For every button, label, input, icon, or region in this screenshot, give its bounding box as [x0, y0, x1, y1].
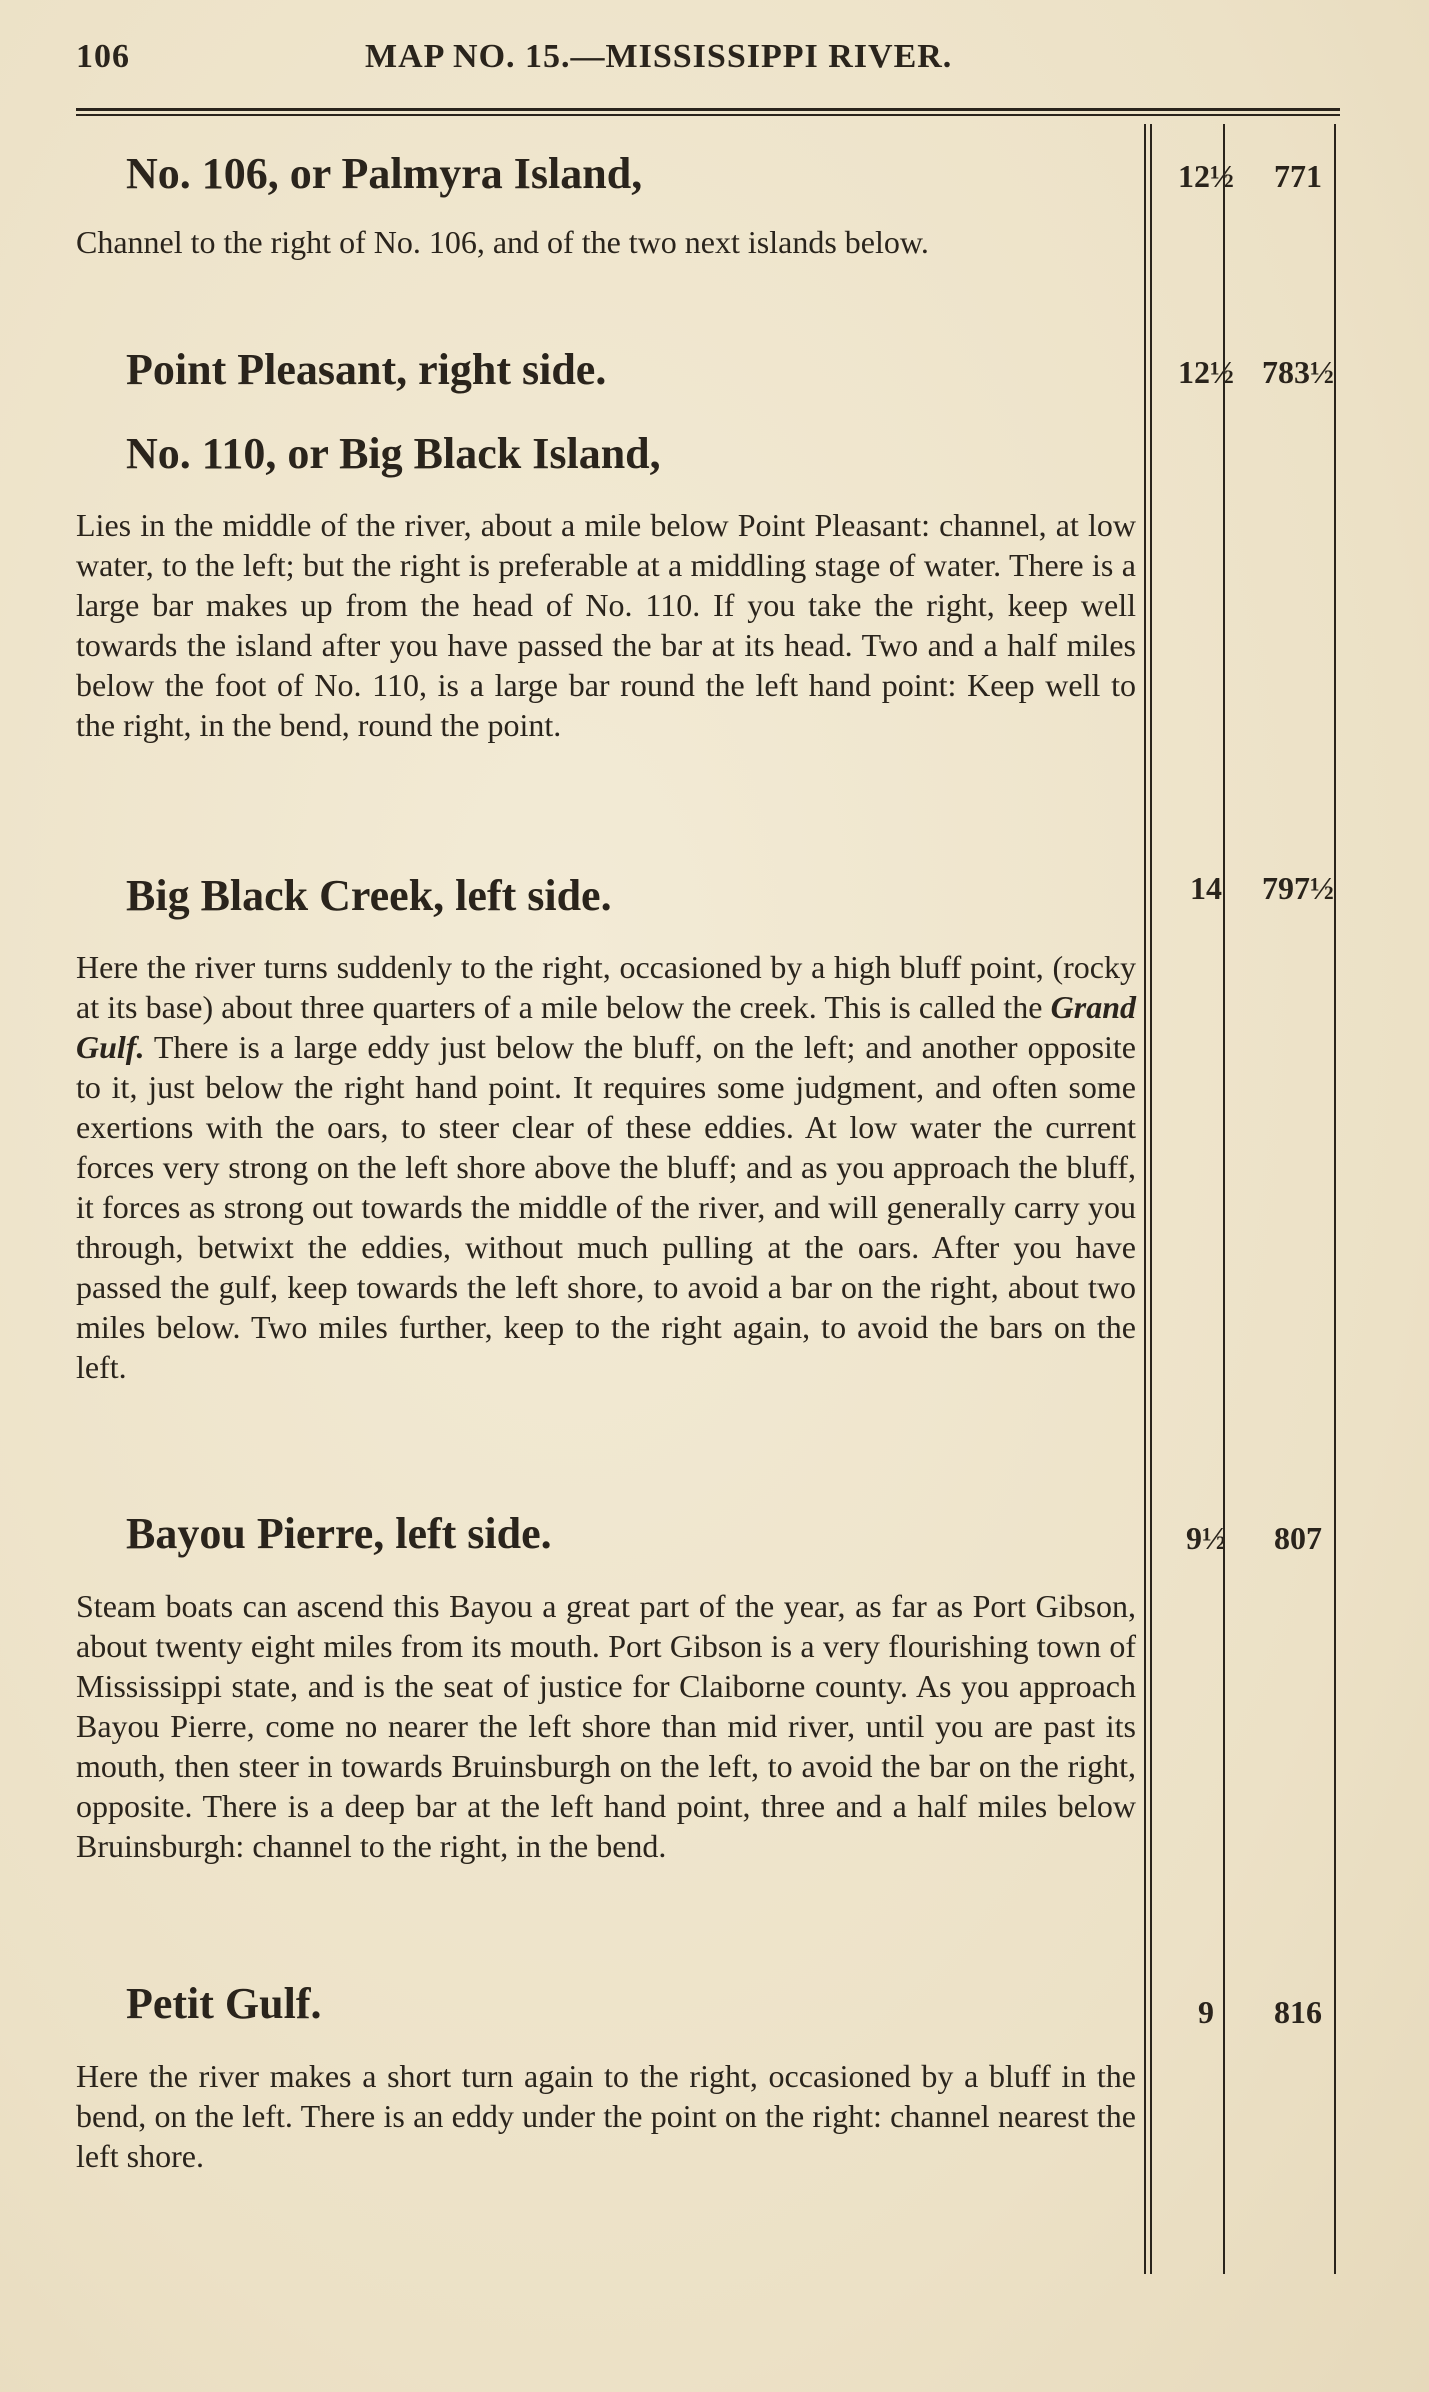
entry-text: Here the river makes a short turn again to the right, occasioned by a bluff in the bend, on the left. There is an eddy under the point on the right: channel nearest the left shore. — [76, 2058, 1136, 2174]
entry-total: 807 — [1274, 1520, 1322, 1556]
header-rule-thin — [76, 114, 1340, 116]
header-rule — [76, 108, 1340, 111]
entry-heading: No. 106, or Palmyra Island, — [126, 149, 643, 198]
entry-text: Lies in the middle of the river, about a mile below Point Pleasant: channel, at low water, to the left; but the right is preferable at a middling stage of water. There is a large bar makes up from the head of No. 110. If you take the right, keep well towards the island after you have passed the bar at its head. Two and a half miles below the foot of No. 110, is a large bar round the left hand point: Keep well to the right, in the bend, round the point. — [76, 507, 1136, 743]
entry-text: Channel to the right of No. 106, and of the two next islands below. — [76, 224, 929, 260]
entry-heading: Petit Gulf. — [126, 1979, 322, 2028]
entry-text-part: There is a large eddy just below the bluff, on the left; and another opposite to it, just below the right hand point. It requires some judgment, and often some exertions with the oars, to steer clear of these eddies. At low water the current forces very strong on the left shore above the bluff; and as you approach the bluff, it forces as strong out towards the middle of the river, and will generally carry you through, betwixt the eddies, without much pulling at the oars. After you have passed the gulf, keep towards the left shore, to avoid a bar on the right, about two miles below. Two miles further, keep to the right again, to avoid the bars on the left. — [76, 1029, 1136, 1385]
column-rule-right — [1334, 124, 1336, 2274]
column-rule-left-b — [1150, 124, 1152, 2274]
entry-distance: 14 — [1190, 870, 1222, 906]
column-rule-middle — [1223, 124, 1225, 2274]
entry-heading: Point Pleasant, right side. — [126, 345, 607, 394]
entry-distance: 12½ — [1178, 158, 1234, 194]
entry-distance: 12½ — [1178, 354, 1234, 390]
entry-heading: Bayou Pierre, left side. — [126, 1509, 552, 1558]
entry-heading: No. 110, or Big Black Island, — [126, 429, 661, 478]
entry-text-part: Here the river turns suddenly to the right, occasioned by a high bluff point, (rocky at its base) about three quarters of a mile below the creek. This is called the — [76, 949, 1136, 1025]
entry-text: Steam boats can ascend this Bayou a great part of the year, as far as Port Gibson, about twenty eight miles from its mouth. Port Gibson is a very flourishing town of Mississippi state, and is the seat of justice for Claiborne county. As you approach Bayou Pierre, come no nearer the left shore than mid river, until you are past its mouth, then steer in towards Bruinsburgh on the left, to avoid the bar on the right, opposite. There is a deep bar at the left hand point, three and a half miles below Bruinsburgh: channel to the right, in the bend. — [76, 1588, 1136, 1864]
entry-total: 771 — [1274, 158, 1322, 194]
entry-total: 816 — [1274, 1994, 1322, 2030]
entry-total: 783½ — [1262, 354, 1334, 390]
entry-text — [76, 947, 1136, 1387]
grand-gulf-name: Grand Gulf. — [76, 989, 1136, 1065]
page-title: MAP NO. 15.—MISSISSIPPI RIVER. — [365, 38, 953, 75]
page-number: 106 — [76, 38, 130, 75]
entry-distance: 9½ — [1186, 1520, 1226, 1556]
column-rule-left-a — [1144, 124, 1146, 2274]
entry-heading: Big Black Creek, left side. — [126, 871, 612, 920]
running-head — [0, 38, 1429, 88]
entry-distance: 9 — [1198, 1994, 1214, 2030]
entry-total: 797½ — [1262, 870, 1334, 906]
